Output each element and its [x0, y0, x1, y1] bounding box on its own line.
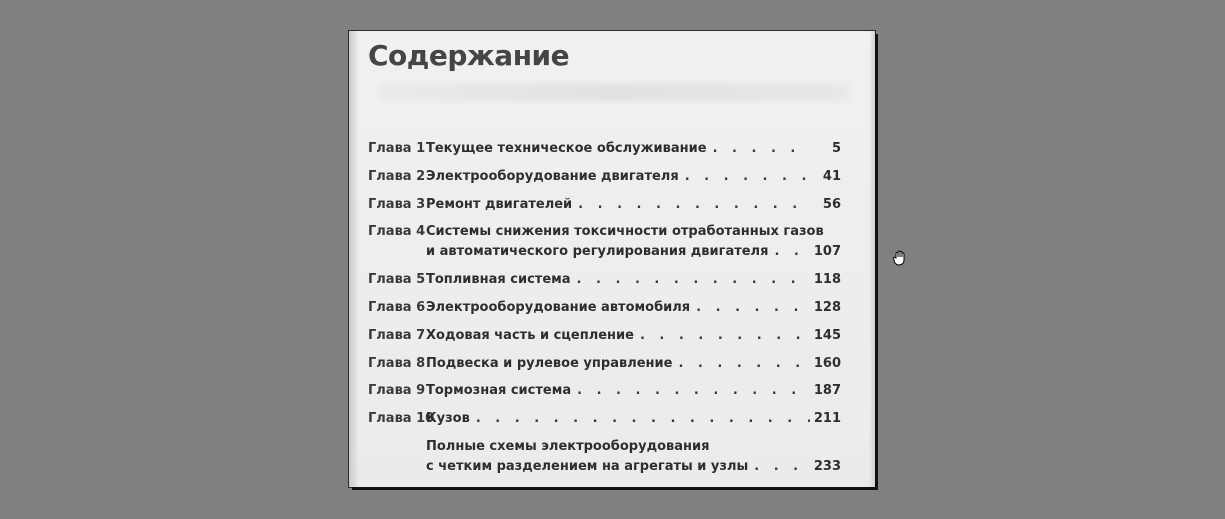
scanned-page [349, 31, 875, 487]
toc-page-number: 160 [813, 355, 841, 371]
toc-leader-dots [577, 381, 810, 401]
toc-entry-title: с четким разделением на агрегаты и узлы [426, 458, 749, 474]
toc-page-number: 145 [813, 327, 841, 343]
toc-page-number: 187 [813, 383, 841, 399]
toc-page-number: 211 [813, 411, 841, 427]
hand-grab-icon [891, 249, 909, 267]
toc-entry [368, 354, 841, 374]
toc-entry [368, 270, 841, 290]
toc-leader-dots [696, 298, 810, 318]
toc-page-number: 41 [822, 168, 841, 184]
toc-entry [368, 326, 841, 346]
toc-page-number: 56 [822, 196, 841, 212]
toc-entry-title: Ходовая часть и сцепление [426, 327, 634, 343]
toc-entry-title: Ремонт двигателей [426, 196, 573, 212]
toc-chapter-label: Глава 7 [368, 327, 426, 343]
toc-chapter-label: Глава 6 [368, 299, 426, 315]
toc-entry-title: Подвеска и рулевое управление [426, 355, 673, 371]
toc-entry [368, 139, 841, 159]
toc-leader-dots [577, 270, 810, 290]
toc-entry [368, 298, 841, 318]
toc-chapter-label: Глава 9 [368, 383, 426, 399]
toc-leader-dots [476, 409, 810, 429]
toc-leader-dots [578, 195, 811, 215]
toc-page-number: 5 [831, 141, 841, 156]
toc-entry [368, 195, 841, 215]
table-of-contents [368, 139, 841, 485]
toc-entry-title: Кузов [426, 411, 470, 427]
toc-page-number: 128 [813, 299, 841, 315]
toc-leader-dots [685, 167, 811, 187]
toc-chapter-label: Глава 3 [368, 196, 426, 212]
toc-entry-title: Электрооборудование автомобиля [426, 299, 691, 315]
toc-leader-dots [678, 354, 809, 374]
toc-entry-title: и автоматического регулирования двигателя [426, 244, 769, 260]
toc-page-number: 107 [813, 244, 841, 260]
toc-chapter-label: Глава 5 [368, 272, 426, 288]
toc-entry [368, 167, 841, 187]
toc-leader-dots [754, 457, 810, 477]
toc-chapter-label: Глава 1 [368, 141, 426, 156]
toc-chapter-label: Глава 10 [368, 411, 435, 427]
toc-entry-title: Системы снижения токсичности отработанных газов [426, 224, 824, 240]
toc-page-number: 233 [813, 458, 841, 474]
toc-chapter-label: Глава 2 [368, 168, 426, 184]
toc-page-number: 118 [813, 272, 841, 288]
toc-chapter-label: Глава 8 [368, 355, 426, 371]
toc-entry-title: Электрооборудование двигателя [426, 168, 679, 184]
toc-entry [368, 409, 841, 429]
toc-leader-dots [713, 139, 811, 159]
toc-entry-title: Тормозная система [426, 383, 572, 399]
toc-entry [368, 381, 841, 401]
toc-leader-dots [640, 326, 810, 346]
toc-entry-title: Полные схемы электрооборудования [426, 438, 710, 454]
toc-chapter-label: Глава 4 [368, 224, 426, 240]
toc-leader-dots [774, 242, 809, 262]
toc-entry [368, 437, 841, 477]
toc-entry-title: Текущее техническое обслуживание [426, 141, 707, 156]
bleed-through-shadow [379, 83, 849, 101]
toc-entry-title: Топливная система [426, 272, 571, 288]
page-title: Содержание [368, 39, 570, 72]
toc-entry [368, 222, 841, 262]
